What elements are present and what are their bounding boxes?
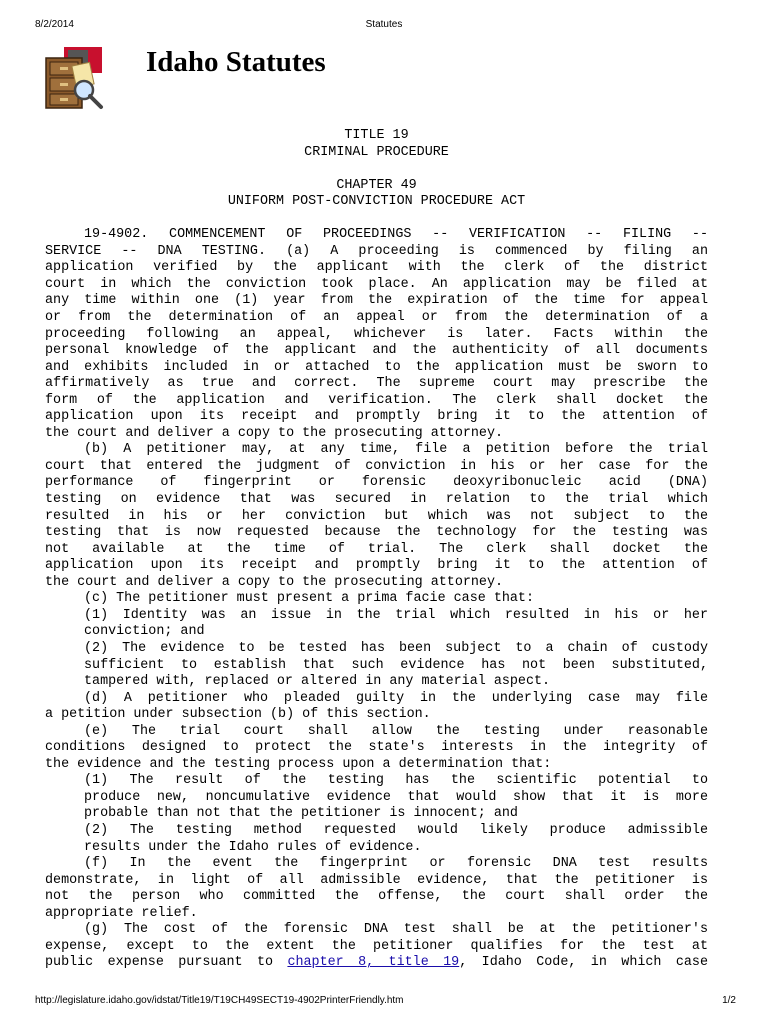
body-line: (2) The evidence to be tested has been subject to a chain of custody	[84, 640, 708, 656]
body-text: public expense pursuant to	[45, 955, 288, 971]
body-line: court in which the conviction took place. An application may be filed at	[45, 276, 708, 292]
body-line: produce new, noncumulative evidence that would show that it is more	[84, 789, 708, 805]
page-number: 1/2	[722, 995, 736, 1006]
body-line: the court and deliver a copy to the prosecuting attorney.	[45, 425, 504, 441]
body-line: application upon its receipt and promptly bring it to the attention of	[45, 558, 708, 574]
file-cabinet-magnifier-icon	[44, 44, 104, 110]
body-line: (1) Identity was an issue in the trial which resulted in his or her	[84, 607, 708, 623]
print-url: http://legislature.idaho.gov/idstat/Title19/T19CH49SECT19-4902PrinterFriendly.htm	[35, 995, 404, 1006]
body-line: not the person who committed the offense, the court shall order the	[45, 889, 708, 905]
body-line: appropriate relief.	[45, 905, 198, 921]
body-line: the evidence and the testing process upon a determination that:	[45, 756, 552, 772]
body-line: sufficient to establish that such evidence has not been substituted,	[84, 657, 708, 673]
body-line: performance of fingerprint or forensic deoxyribonucleic acid (DNA)	[45, 475, 708, 491]
body-line: the court and deliver a copy to the prosecuting attorney.	[45, 574, 504, 590]
body-line: a petition under subsection (b) of this section.	[45, 707, 431, 723]
body-text: , Idaho Code, in which case	[459, 955, 708, 971]
subsection-g-line: (g) The cost of the forensic DNA test shall be at the petitioner's	[84, 922, 708, 938]
subsection-d-line: (d) A petitioner who pleaded guilty in the underlying case may file	[84, 690, 708, 706]
subsection-c-line: (c) The petitioner must present a prima facie case that:	[84, 591, 534, 607]
body-line: any time within one (1) year from the expiration of the time for appeal	[45, 293, 708, 309]
chapter-8-title-19-link[interactable]: chapter 8, title 19	[287, 955, 460, 971]
body-line: affirmatively as true and correct. The supreme court may prescribe the	[45, 376, 708, 392]
body-line: court that entered the judgment of conviction in his or her case for the	[45, 458, 708, 474]
body-line: probable than not that the petitioner is innocent; and	[84, 806, 518, 822]
body-line: personal knowledge of the applicant and the authenticity of all documents	[45, 343, 708, 359]
body-line: application verified by the applicant with the clerk of the district	[45, 260, 708, 276]
body-line: testing on evidence that was secured in relation to the trial which	[45, 492, 708, 508]
title-name: CRIMINAL PROCEDURE	[304, 144, 449, 160]
body-line: demonstrate, in light of all admissible evidence, that the petitioner is	[45, 872, 708, 888]
print-date: 8/2/2014	[35, 19, 74, 30]
body-line: results under the Idaho rules of evidence.	[84, 839, 422, 855]
body-line: proceeding following an appeal, whichever is later. Facts within the	[45, 326, 708, 342]
statute-document	[45, 128, 708, 972]
statute-body	[45, 227, 708, 972]
body-line: and exhibits included in or attached to the application must be sworn to	[45, 359, 708, 375]
body-line: testing that is now requested because the technology for the testing was	[45, 525, 708, 541]
subsection-f-line: (f) In the event the fingerprint or forensic DNA test results	[84, 856, 708, 872]
chapter-name: UNIFORM POST-CONVICTION PROCEDURE ACT	[227, 194, 526, 210]
body-line: (1) The result of the testing has the scientific potential to	[84, 773, 708, 789]
body-line: not available at the time of trial. The clerk shall docket the	[45, 541, 708, 557]
subsection-e-line: (e) The trial court shall allow the testing under reasonable	[84, 723, 708, 739]
body-line: conviction; and	[84, 624, 205, 640]
body-line-with-link	[45, 955, 708, 972]
chapter-number: CHAPTER 49	[336, 177, 417, 193]
site-title: Idaho Statutes	[146, 46, 326, 78]
body-line: application upon its receipt and promptly bring it to the attention of	[45, 409, 708, 425]
title-number: TITLE 19	[344, 128, 409, 143]
body-line: or from the determination of an appeal or from the determination of a	[45, 310, 708, 326]
body-line: resulted in his or her conviction but which was not subject to the	[45, 508, 708, 524]
body-line: form of the application and verification. The clerk shall docket the	[45, 392, 708, 408]
section-heading-line: 19-4902. COMMENCEMENT OF PROCEEDINGS -- VERIFICATION -- FILING --	[84, 227, 708, 243]
body-line: tampered with, replaced or altered in any material aspect.	[84, 674, 551, 690]
body-line: expense, except to the extent the petitioner qualifies for the test at	[45, 938, 708, 954]
print-header	[0, 19, 768, 33]
body-line: SERVICE -- DNA TESTING. (a) A proceeding is commenced by filing an	[45, 243, 708, 259]
print-footer	[0, 995, 768, 1009]
body-line: conditions designed to protect the state's interests in the integrity of	[45, 740, 708, 756]
print-page-title: Statutes	[365, 19, 403, 30]
subsection-b-line: (b) A petitioner may, at any time, file a petition before the trial	[84, 442, 708, 458]
body-line: (2) The testing method requested would likely produce admissible	[84, 822, 708, 838]
